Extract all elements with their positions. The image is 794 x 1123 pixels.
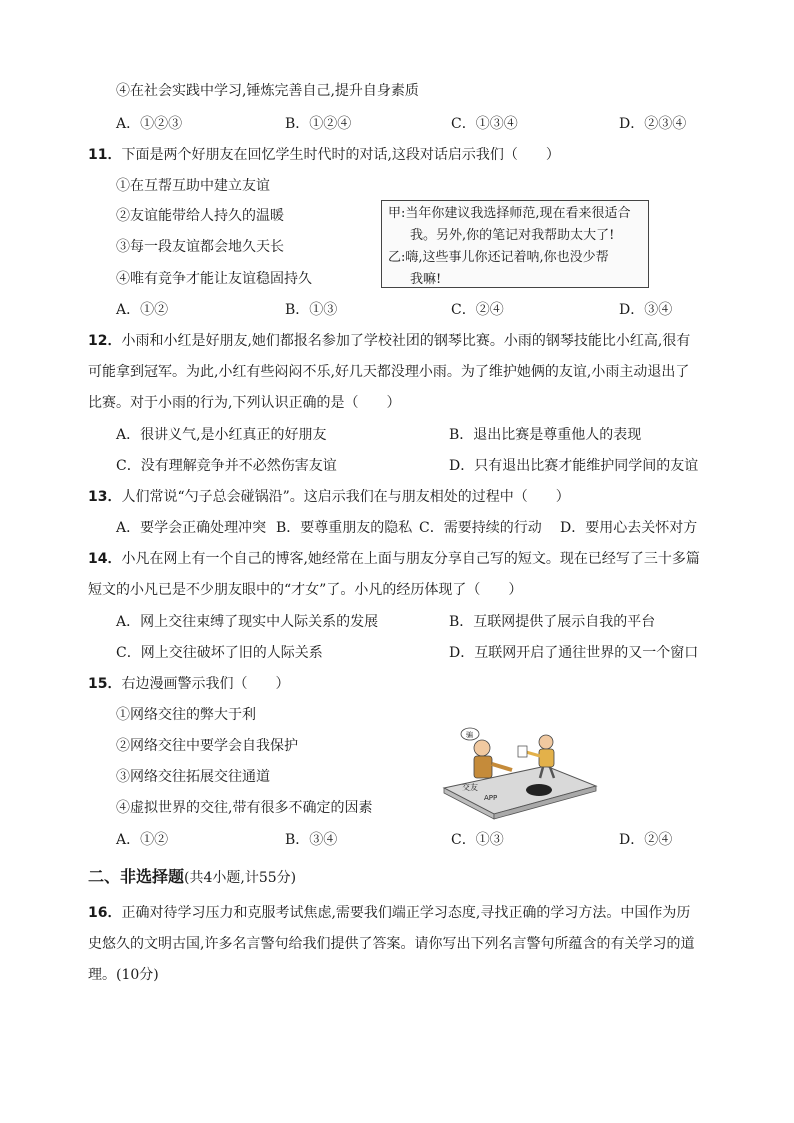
left-person-head (474, 740, 490, 756)
q10-option-a: A．①②③ (116, 116, 183, 132)
q13-option-d: D．要用心去关怀对方 (560, 520, 698, 536)
q14-option-d: D．互联网开启了通往世界的又一个窗口 (449, 645, 699, 661)
right-person-head (539, 735, 553, 749)
section-2-heading (88, 866, 296, 889)
q16-line-2: 史悠久的文明古国,许多名言警句给我们提供了答案。请你写出下列名言警句所蕴含的有关学习的道 (88, 936, 695, 952)
q12-option-d: D．只有退出比赛才能维护同学间的友谊 (449, 458, 699, 474)
q16-line-1 (88, 903, 690, 923)
q13-option-c: C．需要持续的行动 (419, 520, 542, 536)
q11-item-2: ②友谊能带给人持久的温暖 (116, 208, 284, 224)
q10-item-4: ④在社会实践中学习,锤炼完善自己,提升自身素质 (116, 83, 419, 99)
dialogue-line-1: 甲:当年你建议我选择师范,现在看来很适合 (388, 206, 631, 221)
q13-stem (88, 487, 570, 507)
right-person-arm (526, 752, 540, 756)
q14-option-b: B．互联网提供了展示自我的平台 (449, 614, 656, 630)
right-person-body (539, 749, 554, 767)
q12-option-a: A．很讲义气,是小红真正的好朋友 (116, 427, 327, 443)
q11-option-d: D．③④ (619, 302, 673, 318)
section-2-title: 二、非选择题 (88, 867, 185, 886)
q11-option-b: B．①③ (285, 302, 338, 318)
q11-dialogue-box (381, 200, 649, 288)
card-in-hand (518, 746, 527, 757)
q15-item-1: ①网络交往的弊大于利 (116, 707, 256, 723)
q15-cartoon-image (436, 726, 604, 822)
q12-line-1 (88, 331, 690, 351)
q15-option-b: B．③④ (285, 832, 338, 848)
q13-option-a: A．要学会正确处理冲突 (116, 520, 267, 536)
q14-number: 14． (88, 551, 122, 567)
q11-stem-text: 下面是两个好朋友在回忆学生时代时的对话,这段对话启示我们（ ） (121, 147, 560, 163)
dialogue-line-4: 我嘛! (410, 272, 442, 287)
q13-stem-text: 人们常说“勺子总会碰锅沿”。这启示我们在与朋友相处的过程中（ ） (121, 489, 570, 505)
left-person-body (474, 756, 492, 778)
dialogue-line-3: 乙:嗨,这些事儿你还记着呐,你也没少帮 (388, 250, 609, 265)
q15-stem (88, 674, 289, 694)
q13-number: 13． (88, 489, 122, 505)
q12-line-3: 比赛。对于小雨的行为,下列认识正确的是（ ） (88, 395, 401, 411)
q11-number: 11． (88, 147, 122, 163)
q12-number: 12． (88, 333, 122, 349)
q16-line-3: 理。(10分) (88, 967, 159, 983)
q12-option-c: C．没有理解竞争并不必然伤害友谊 (116, 458, 337, 474)
q14-line-1 (88, 549, 700, 569)
speech-bubble-text: 骗 (466, 731, 473, 739)
q12-option-b: B．退出比赛是尊重他人的表现 (449, 427, 642, 443)
q14-line-2: 短文的小凡已是不少朋友眼中的“才女”了。小凡的经历体现了（ ） (88, 582, 523, 598)
trap-hole (526, 784, 552, 796)
q15-item-2: ②网络交往中要学会自我保护 (116, 738, 298, 754)
cartoon-label-app: APP (484, 794, 498, 802)
q15-item-4: ④虚拟世界的交往,带有很多不确定的因素 (116, 800, 373, 816)
q16-line-1-text: 正确对待学习压力和克服考试焦虑,需要我们端正学习态度,寻找正确的学习方法。中国作为历 (121, 905, 691, 921)
q11-option-a: A．①② (116, 302, 169, 318)
q16-number: 16． (88, 905, 122, 921)
q13-option-b: B．要尊重朋友的隐私 (276, 520, 413, 536)
q12-line-1-text: 小雨和小红是好朋友,她们都报名参加了学校社团的钢琴比赛。小雨的钢琴技能比小红高,很有 (121, 333, 691, 349)
q15-number: 15． (88, 676, 122, 692)
q11-item-3: ③每一段友谊都会地久天长 (116, 239, 284, 255)
q14-line-1-text: 小凡在网上有一个自己的博客,她经常在上面与朋友分享自己写的短文。现在已经写了三十多篇 (121, 551, 700, 567)
q14-option-a: A．网上交往束缚了现实中人际关系的发展 (116, 614, 379, 630)
q15-option-d: D．②④ (619, 832, 673, 848)
q15-option-c: C．①③ (451, 832, 504, 848)
left-person-arm (492, 764, 512, 770)
q10-option-d: D．②③④ (619, 116, 687, 132)
q10-option-b: B．①②④ (285, 116, 352, 132)
q15-stem-text: 右边漫画警示我们（ ） (121, 676, 290, 692)
q11-item-4: ④唯有竞争才能让友谊稳固持久 (116, 271, 312, 287)
q12-line-2: 可能拿到冠军。为此,小红有些闷闷不乐,好几天都没理小雨。为了维护她俩的友谊,小雨主动退出了 (88, 364, 690, 380)
q15-item-3: ③网络交往拓展交往通道 (116, 769, 270, 785)
q14-option-c: C．网上交往破坏了旧的人际关系 (116, 645, 323, 661)
q10-option-c: C．①③④ (451, 116, 518, 132)
section-2-note: (共4小题,计55分) (184, 870, 297, 886)
q11-option-c: C．②④ (451, 302, 504, 318)
cartoon-label-friends: 交友 (462, 783, 478, 792)
q11-item-1: ①在互帮互助中建立友谊 (116, 178, 270, 194)
q11-stem (88, 145, 560, 165)
q15-option-a: A．①② (116, 832, 169, 848)
dialogue-line-2: 我。另外,你的笔记对我帮助太大了! (410, 228, 615, 243)
